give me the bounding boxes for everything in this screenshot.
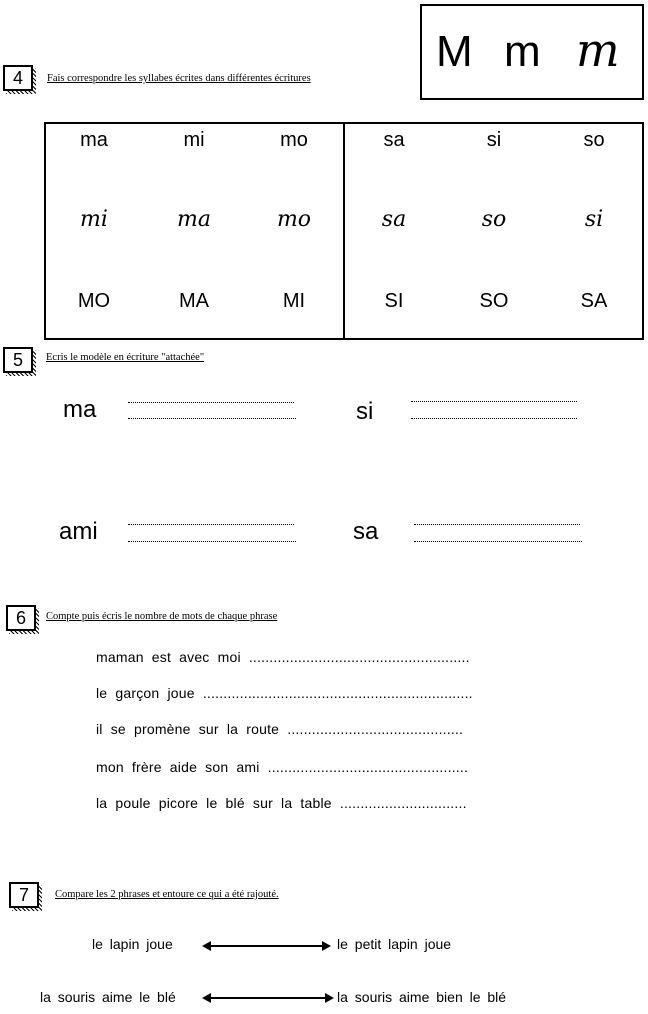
syllable-cell: SI (384, 290, 404, 312)
letter-box (420, 4, 644, 100)
ex4-instruction: Fais correspondre les syllabes écrites dans différentes écritures (47, 73, 311, 84)
ex5-instruction: Ecris le modèle en écriture "attachée" (46, 352, 205, 363)
syllable-cell-cursive: so (481, 207, 507, 232)
compare-right-sentence: le petit lapin joue (337, 936, 452, 952)
syllable-cell: mi (183, 129, 205, 151)
double-arrow-icon (204, 945, 329, 947)
syllable-cell: MI (282, 290, 306, 312)
model-word: sa (353, 518, 379, 545)
syllable-cell-cursive: mo (276, 207, 312, 232)
syllable-cell: sa (383, 129, 405, 151)
writing-line[interactable] (128, 418, 296, 419)
writing-line[interactable] (128, 402, 294, 403)
writing-line[interactable] (128, 541, 296, 542)
writing-line[interactable] (411, 401, 577, 402)
syllable-cell: mo (280, 129, 308, 151)
ex5-number: 5 (3, 347, 33, 373)
syllable-cell: SA (580, 290, 608, 312)
ex7-number: 7 (9, 882, 39, 908)
syllable-cell-cursive: mi (80, 207, 108, 232)
model-word: ma (63, 396, 97, 423)
syllable-cell-cursive: ma (177, 207, 211, 232)
model-word: si (356, 398, 374, 425)
syllable-cell: SO (479, 290, 509, 312)
letter-cursive: m (576, 23, 620, 77)
syllable-cell: MO (77, 290, 111, 312)
sentence: le garçon joue .................................................................. (96, 685, 473, 701)
sentence: maman est avec moi ...................................................... (96, 649, 470, 665)
letter-lowercase: m (504, 27, 541, 76)
compare-left-sentence: le lapin joue (92, 936, 173, 952)
syllable-cell: MA (179, 290, 209, 312)
writing-line[interactable] (411, 418, 577, 419)
ex7-instruction: Compare les 2 phrases et entoure ce qui a été rajouté. (55, 889, 279, 900)
writing-line[interactable] (414, 524, 580, 525)
syllable-cell: si (486, 129, 502, 151)
sentence: la poule picore le blé sur la table ............................... (96, 795, 467, 811)
ex6-instruction: Compte puis écris le nombre de mots de chaque phrase (46, 611, 278, 622)
syllable-cell: so (583, 129, 605, 151)
ex4-number: 4 (3, 65, 33, 91)
compare-left-sentence: la souris aime le blé (40, 989, 176, 1005)
ex6-number: 6 (6, 605, 36, 631)
double-arrow-icon (204, 997, 332, 999)
syllable-cell: ma (80, 129, 108, 151)
compare-right-sentence: la souris aime bien le blé (337, 989, 507, 1005)
syllable-cell-cursive: si (584, 207, 604, 232)
sentence: mon frère aide son ami ................................................. (96, 759, 469, 775)
model-word: ami (59, 518, 98, 545)
writing-line[interactable] (414, 541, 582, 542)
sentence: il se promène sur la route ........................................... (96, 721, 464, 737)
syllable-cell-cursive: sa (381, 207, 407, 232)
writing-line[interactable] (128, 524, 294, 525)
letter-uppercase: M (436, 27, 473, 76)
